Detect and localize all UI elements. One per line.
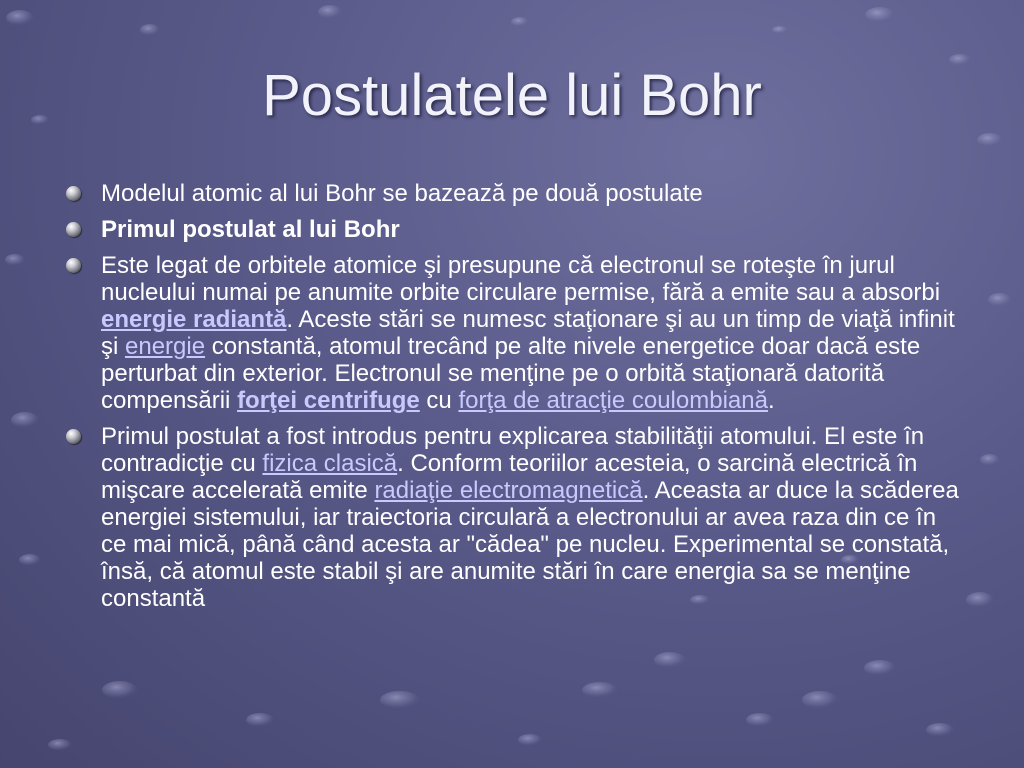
link-energie-radianta[interactable]: energie radiantă (101, 306, 287, 333)
text-segment: . (767, 387, 775, 414)
link-fortei-centrifuge[interactable]: forţei centrifuge (237, 387, 420, 414)
link-forta-de-atractie-coulombiana[interactable]: forţa de atracţie coulombiană (458, 387, 768, 414)
bullet-text: Modelul atomic al lui Bohr se bazează pe două postulate (101, 180, 703, 207)
bullet-sphere-icon (66, 222, 81, 237)
bullet-sphere-icon (66, 258, 81, 273)
bullet-heading: Primul postulat al lui Bohr (101, 216, 400, 243)
link-radiatie-electromagnetica[interactable]: radiaţie electromagnetică (374, 477, 643, 504)
text-segment: cu (419, 387, 459, 414)
bullet-item (62, 252, 962, 414)
slide-title: Postulatele lui Bohr (262, 63, 762, 128)
bullet-sphere-icon (66, 429, 81, 444)
link-energie[interactable]: energie (125, 333, 206, 360)
bullet-sphere-icon (66, 186, 81, 201)
link-fizica-clasica[interactable]: fizica clasică (262, 450, 398, 477)
bullet-list (62, 180, 962, 621)
bullet-item (62, 423, 962, 612)
text-segment: constantă, atomul trecând pe alte nivele energetice doar dacă este perturbat din exterior. Electronul se menţine pe o orbită staţionară datorită compensării (101, 333, 921, 414)
text-segment: Primul postulat a fost introdus pentru explicarea stabilităţii atomului. El este în contradicţie cu (101, 423, 925, 477)
text-segment: . Aceasta ar duce la scăderea energiei sistemului, iar traiectoria circulară a electronului ar avea raza din ce în ce mai mică, până când acesta ar "cădea" pe nucleu. Experimental se constată, însă, că atomul este stabil şi are anumite stări în care energia sa se menţine constantă (101, 477, 959, 612)
text-segment: Este legat de orbitele atomice şi presupune că electronul se roteşte în jurul nucleului numai pe anumite orbite circulare permise, fără a emite sau a absorbi (101, 252, 941, 306)
bullet-item (62, 180, 962, 207)
text-segment: . Aceste stări se numesc staţionare şi au un timp de viaţă infinit şi (101, 306, 955, 360)
text-segment: . Conform teoriilor acesteia, o sarcină electrică în mişcare accelerată emite (101, 450, 918, 504)
bullet-item (62, 216, 962, 243)
